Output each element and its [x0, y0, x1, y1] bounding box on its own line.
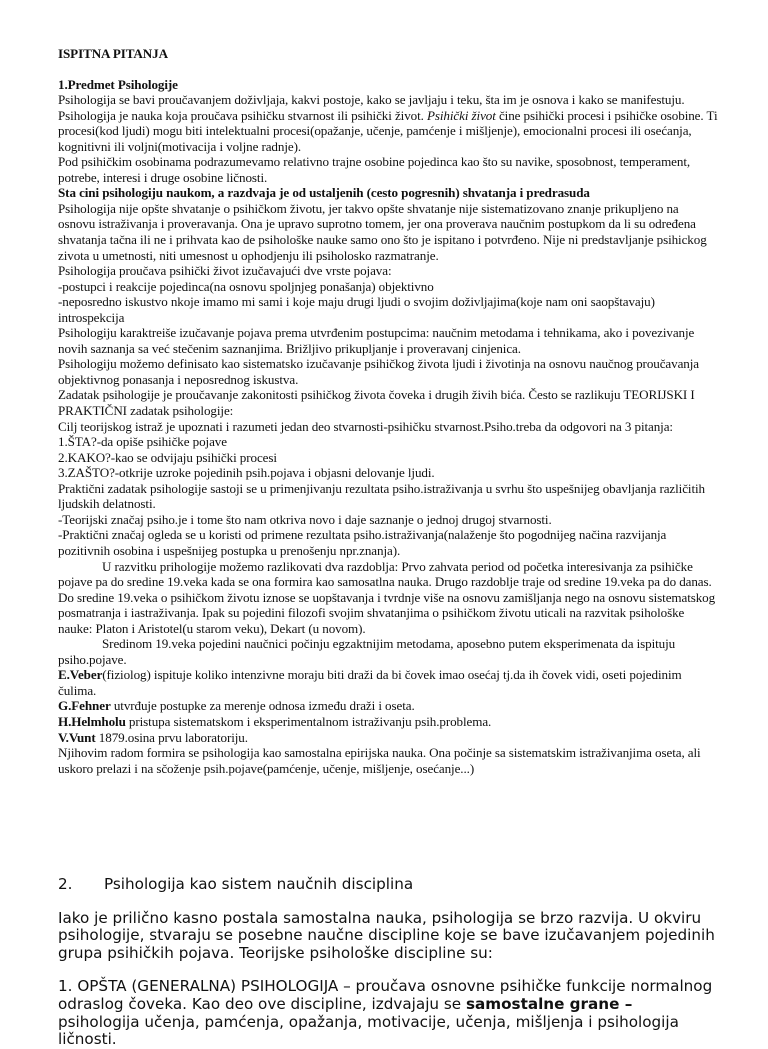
- paragraph-text: Psihologija se bavi proučavanjem doživljaja, kakvi postoje, kako se javljaju i teku, šta im je osnova i kako se manifestuju. Psihologija je nauka koja proučava psihičku stvarnost ili psihički život.: [58, 92, 685, 123]
- paragraph: Iako je prilično kasno postala samostalna nauka, psihologija se brzo razvija. U okviru psihologije, stvaraju se posebne naučne discipline koje se bave izučavanjem pojedinih grupa psihičkih pojava. Teorijske psihološke discipline su:: [58, 908, 715, 962]
- list-item: 1.ŠTA?-da opiše psihičke pojave: [58, 434, 227, 450]
- section-1-heading: 1.Predmet Psihologije: [58, 76, 178, 92]
- scientist-text: (fiziolog) ispituje koliko intenzivne moraju biti draži da bi čovek imao osećaj tj.da ih čovek vidi, oseti pojedinim čulima.: [58, 667, 682, 698]
- list-item: -Teorijski značaj psiho.je i tome što nam otkriva novo i daje saznanje o jednoj drugoj stvarnosti.: [58, 511, 552, 527]
- section-title: Psihologija kao sistem naučnih disciplina: [104, 875, 414, 893]
- scientist-name: H.Helmholu: [58, 713, 126, 729]
- paragraph: Do sredine 19.veka o psihičkom životu iznose se uopštavanja i tvrdnje više na osnovu zamišljanja nego na osnovu sistematskog posmatranja i iastraživanja. Ipak su pojedini filozofi svojim shvatanjima o psihičkom životu uticali na razvitak psihološke nauke: Platon i Aristotel(u starom veku), Dekart (u novom).: [58, 589, 716, 636]
- list-item: 3.ZAŠTO?-otkrije uzroke pojedinih psih.pojava i objasni delovanje ljudi.: [58, 465, 435, 481]
- paragraph: Psihologija nije opšte shvatanje o psihičkom životu, jer takvo opšte shvatanje nije sistematizovano znanje prikupljeno na osnovu istraživanja i proveravanja. Ona je upravo suprotno tomem, jer ona proverava naučnim postupkom da li su određena shvatanja tačna ili ne i prihvata kao de psihološke nauke samo ono što je ispitano i potvrđeno. Nije ni predstavljanje psihickog zivota u umetnosti, niti umesnost u ophodjenju ili psiholosko razmatranje.: [58, 200, 707, 263]
- paragraph: U razvitku prihologije možemo razlikovati dva razdoblja: Prvo zahvata period od početka interesivanja za psihičke pojave pa do sredine 19.veka kada se ona formira kao samosatlna nauka. Drugo razdoblje traje od sredine 19.veka pa do danas.: [58, 558, 712, 590]
- bold-text: samostalne grane –: [465, 994, 633, 1013]
- list-item: 2.KAKO?-kao se odvijaju psihički procesi: [58, 449, 277, 465]
- paragraph: Cilj teorijskog istraž je upoznati i razumeti jedan deo stvarnosti-psihičku stvarnost.Psiho.treba da odgovori na 3 pitanja:: [58, 418, 673, 434]
- document-body: [58, 46, 718, 776]
- paragraph: Psihologiju karaktreiše izučavanje pojava prema utvrđenim postupcima: naučnim metodama i tehnikama, ako i povezivanje novih saznanja sa već stečenim saznanjima. Brižljivo prikupljanje i proveravanj cinjenica.: [58, 325, 695, 356]
- question-heading: Sta cini psihologiju naukom, a razdvaja je od ustaljenih (cesto pogresnih) shvatanja i predrasuda: [58, 185, 590, 201]
- section-number: 2.: [58, 875, 73, 893]
- scientist-name: E.Veber: [58, 667, 103, 683]
- paragraph: [58, 978, 718, 1048]
- scientist-text: 1879.osina prvu laboratoriju.: [95, 729, 248, 745]
- paragraph: Pod psihičkim osobinama podrazumevamo relativno trajne osobine pojedinca kao što su navike, sposobnost, temperament, potrebe, interesi i druge osobine ličnosti.: [58, 154, 691, 185]
- scientist-entry: [58, 714, 718, 730]
- paragraph: Sredinom 19.veka pojedini naučnici počinju egzaktnijim metodama, aposebno putem eksperimenata da ispituju psiho.pojave.: [58, 636, 676, 667]
- paragraph: Njihovim radom formira se psihologija kao samostalna epirijska nauka. Ona počinje sa sistematskim istraživanjima oseta, ali uskoro prelazi i na sčoženje psih.pojave(pamćenje, učenje, mišljenje, osećanje...): [58, 745, 701, 776]
- scientist-entry: [58, 698, 718, 714]
- paragraph: Praktični zadatak psihologije sastoji se u primenjivanju rezultata psiho.istraživanja u svrhu što uspešnijeg obavljanja različitih ljudskih delatnosti.: [58, 480, 705, 512]
- scientist-entry: [58, 730, 718, 746]
- scientist-name: V.Vunt: [58, 729, 96, 745]
- scientist-text: pristupa sistematskom i eksperimentalnom istraživanju psih.problema.: [125, 713, 492, 729]
- section-2-heading: [58, 876, 718, 894]
- scientist-name: G.Fehner: [58, 698, 111, 714]
- paragraph-text: 1. OPŠTA (GENERALNA) PSIHOLOGIJA – proučava osnovne psihičke funkcije normalnog odraslog čoveka. Kao deo ove discipline, izdvajaju se: [58, 977, 713, 1013]
- paragraph: Psihologija proučava psihički život izučavajući dve vrste pojava:: [58, 263, 392, 279]
- scientist-text: utvrđuje postupke za merenje odnosa između draži i oseta.: [110, 698, 415, 714]
- paragraph: Psihologiju možemo definisato kao sistematsko izučavanje psihičkog života ljudi i životinja na osnovu naučnog proučavanja objektivnog ponasanja i neposrednog iskustva.: [58, 356, 699, 387]
- paragraph: [58, 92, 718, 154]
- paragraph-text: čine psihički procesi i psihičke osobine. Ti procesi(kod ljudi) mogu biti intelektualni procesi(opažanje, učenje, pamćenje i mišljenje), emocionalni procesi ili osećanja, kognitivni ili voljni(motivacija i voljne radnje).: [58, 107, 718, 154]
- emphasis-text: Psihički život: [426, 107, 496, 123]
- list-item: -Praktični značaj ogleda se u koristi od primene rezultata psiho.istraživanja(nalaženje što pogodnijeg načina razvijanja pozitivnih osobina i uspešnijeg postupka u prenošenju npr.znanja).: [58, 527, 667, 558]
- list-item: -postupci i reakcije pojedinca(na osnovu spoljnjeg ponašanja) objektivno: [58, 278, 434, 294]
- section-2: [58, 876, 718, 1049]
- paragraph: Zadatak psihologije je proučavanje zakonitosti psihičkog života čoveka i drugih živih bića. Često se razlikuju TEORIJSKI I PRAKTIČNI zadatak psihologije:: [58, 387, 695, 419]
- page-title: ISPITNA PITANJA: [58, 46, 168, 61]
- paragraph-text: psihologija učenja, pamćenja, opažanja, motivacije, učenja, mišljenja i psihologija ličnosti.: [58, 1012, 679, 1049]
- scientist-entry: [58, 667, 718, 698]
- list-item: -neposredno iskustvo nkoje imamo mi sami i koje maju drugi ljudi o svojim doživljajima(koje nam oni saopštavaju) introspekcija: [58, 294, 655, 325]
